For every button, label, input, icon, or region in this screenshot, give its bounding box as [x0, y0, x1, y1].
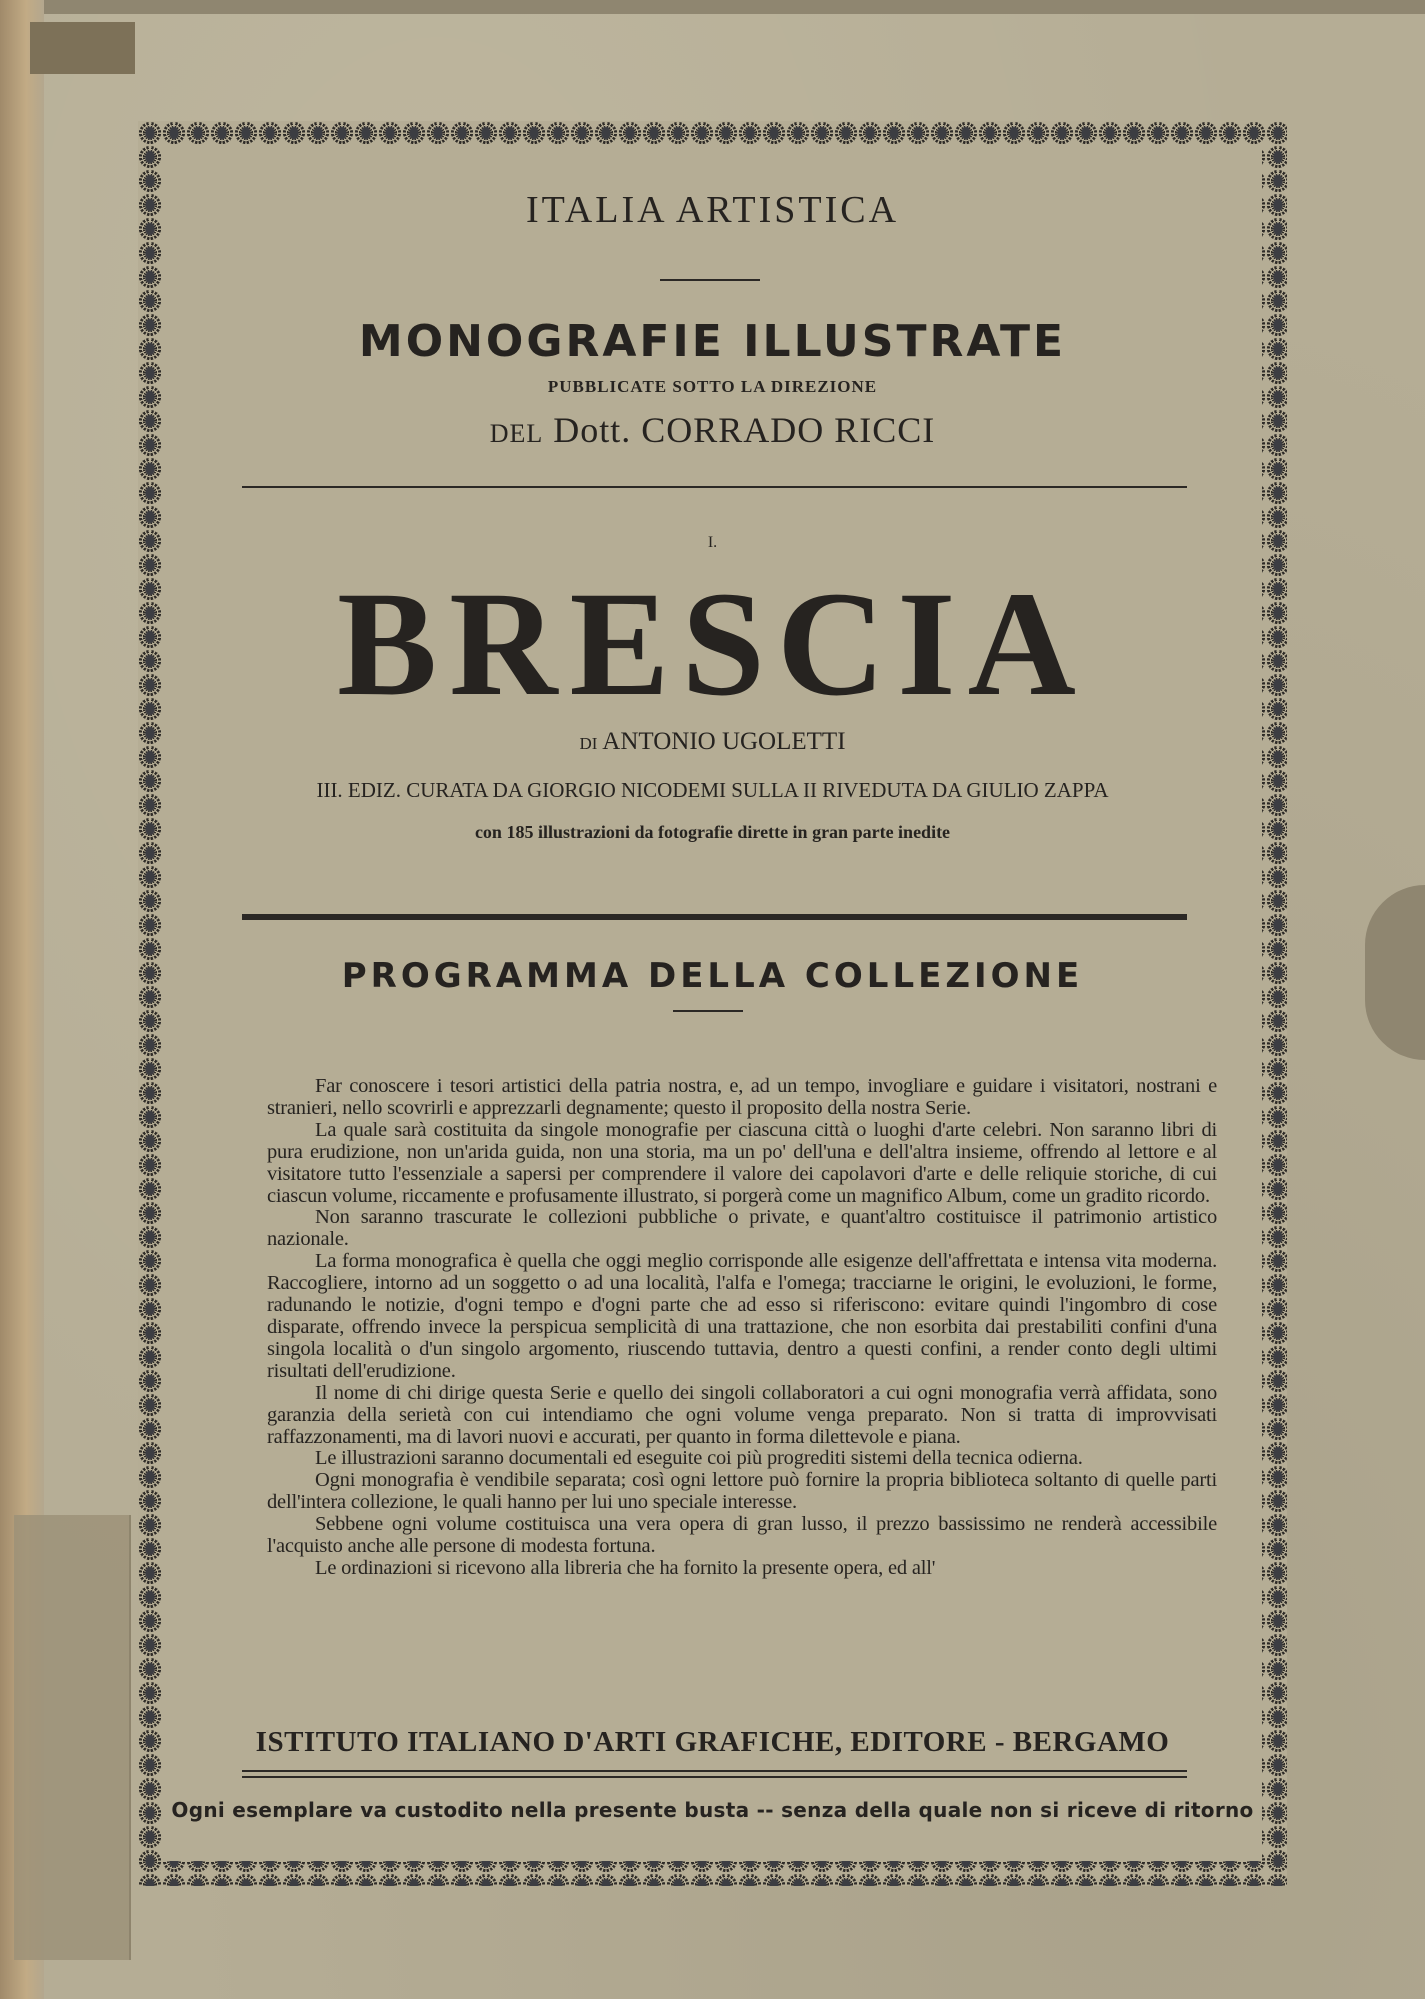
divider [242, 486, 1187, 488]
thick-divider [242, 914, 1187, 920]
divider [660, 279, 760, 281]
cover-content [163, 146, 1262, 1861]
paragraph: Il nome di chi dirige questa Serie e quello dei singoli collaboratori a cui ogni monografia verrà affidata, sono garanzia della serietà con cui intendiamo che ogni volume venga preparato. Non si tratta di improvvisati raffazzonamenti, ma di lavori nuovi e accurati, per quanto in forma dilettevole e piana. [267, 1381, 1217, 1448]
paragraph: Non saranno trascurate le collezioni pubbliche o private, e quant'altro costituisce il patrimonio artistico nazionale. [267, 1206, 1217, 1251]
published-under: PUBBLICATE SOTTO LA DIREZIONE [547, 377, 878, 396]
ornamental-border [138, 121, 1287, 1886]
author-name: ANTONIO UGOLETTI [602, 728, 846, 755]
paragraph: La forma monografica è quella che oggi meglio corrisponde alle esigenze dell'affrettata e intensa vita moderna. Raccogliere, intorno ad un soggetto o ad una località, l'alfa e l'omega; tracciarne le origini, le evoluzioni, le forme, radunando le notizie, d'ogni tempo e d'ogni parte che ad esso si riferiscono: evitare quindi l'ingombro di cose disparate, offrendo invece la perspicua semplicità di una trattazione, che non esorbita dai prestabiliti confini d'una singola località o d'un singolo argomento, riuscendo tuttavia, dentro a questi confini, a render conto degli ultimi risultati dell'erudizione. [267, 1250, 1217, 1382]
director-name: Dott. CORRADO RICCI [553, 410, 936, 450]
double-rule-bottom [242, 1776, 1187, 1778]
custody-notice: Ogni esemplare va custodito nella presente busta -- senza della quale non si riceve di ritorno [171, 1798, 1254, 1822]
author-line [163, 728, 1262, 756]
tape-patch [14, 1515, 131, 1960]
double-rule-top [242, 1770, 1187, 1772]
volume-number: I. [707, 534, 718, 551]
paragraph: Le ordinazioni si ricevono alla libreria che ha fornito la presente opera, ed all' [315, 1556, 936, 1579]
divider [673, 1010, 743, 1012]
series-title: ITALIA ARTISTICA [525, 189, 900, 231]
book-title: BRESCIA [337, 561, 1088, 727]
paragraph: Sebbene ogni volume costituisca una vera opera di gran lusso, il prezzo bassissimo ne renderà accessibile l'acquisto anche alle persone di modesta fortuna. [267, 1513, 1217, 1558]
publisher: ISTITUTO ITALIANO D'ARTI GRAFICHE, EDITORE - BERGAMO [255, 1726, 1170, 1758]
author-prefix: DI [579, 734, 598, 753]
program-heading: PROGRAMMA DELLA COLLEZIONE [341, 956, 1084, 996]
paragraph: Ogni monografia è vendibile separata; così ogni lettore può fornire la propria biblioteca soltanto di quelle parti dell'intera collezione, le quali hanno per lui uno speciale interesse. [267, 1469, 1217, 1514]
director-line [163, 409, 1262, 451]
tape-patch [30, 22, 135, 74]
paragraph: La quale sarà costituita da singole monografie per ciascuna città o luoghi d'arte celebri. Non saranno libri di pura erudizione, non un'arida guida, non una storia, ma un po' dell'una e dell'altra insieme, offrendo al lettore e al visitatore tutto l'essenziale a sapersi per comprendere il valore dei capolavori d'arte e delle reliquie storiche, di cui ciascun volume, riccamente e profusamente illustrato, si porgerà come un magnifico Album, come un gradito ricordo. [267, 1118, 1217, 1207]
director-prefix: DEL [489, 419, 544, 448]
paragraph: Le illustrazioni saranno documentali ed eseguite coi più progrediti sistemi della tecnica odierna. [315, 1447, 1083, 1470]
program-text [267, 1076, 1217, 1580]
collection-title: MONOGRAFIE ILLUSTRATE [358, 316, 1067, 367]
edition-line: III. EDIZ. CURATA DA GIORGIO NICODEMI SULLA II RIVEDUTA DA GIULIO ZAPPA [316, 778, 1109, 802]
paragraph: Far conoscere i tesori artistici della patria nostra, e, ad un tempo, invogliare e guidare i visitatori, nostrani e stranieri, nello scovrirli e apprezzarli degnamente; questo il proposito della nostra Serie. [267, 1075, 1217, 1119]
illustrations-line: con 185 illustrazioni da fotografie dirette in gran parte inedite [474, 822, 951, 842]
